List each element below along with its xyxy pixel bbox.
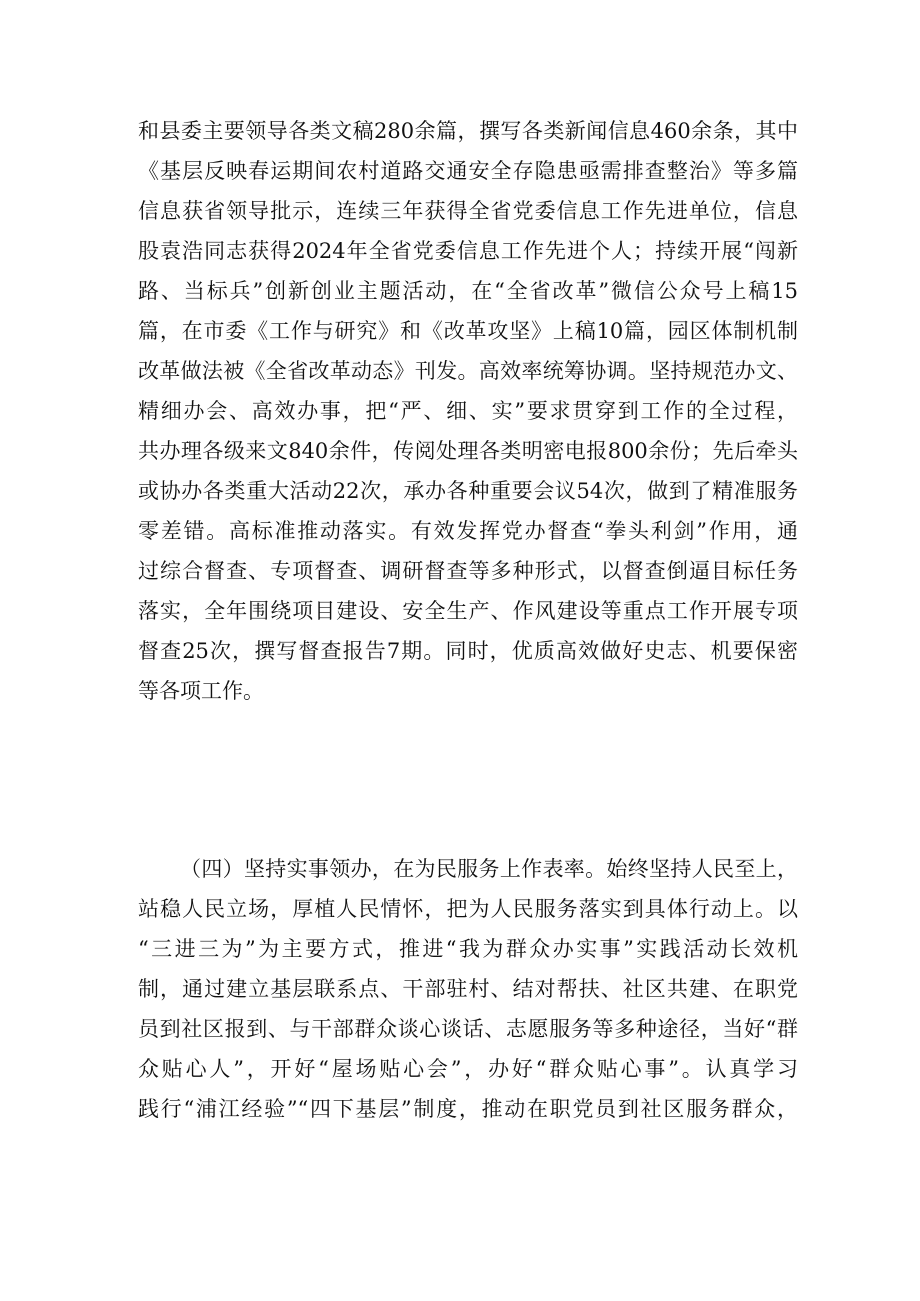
text-line: 和县委主要领导各类文稿280余篇，撰写各类新闻信息460余条，其中 (138, 119, 798, 143)
text-line: 信息获省领导批示，连续三年获得全省党委信息工作先进单位，信息 (138, 199, 798, 223)
text-line: 制，通过建立基层联系点、干部驻村、结对帮扶、社区共建、在职党 (138, 977, 798, 1001)
text-line: 《基层反映春运期间农村道路交通安全存隐患亟需排查整治》等多篇 (138, 159, 798, 183)
text-line: 改革做法被《全省改革动态》刊发。高效率统筹协调。坚持规范办文、 (138, 359, 798, 383)
text-line: 零差错。高标准推动落实。有效发挥党办督查“拳头利剑”作用，通 (138, 519, 798, 543)
text-line: 共办理各级来文840余件，传阅处理各类明密电报800余份；先后牵头 (138, 439, 798, 463)
text-line: 践行“浦江经验”“四下基层”制度，推动在职党员到社区服务群众， (138, 1097, 798, 1121)
text-line: 落实，全年围绕项目建设、安全生产、作风建设等重点工作开展专项 (138, 599, 798, 623)
text-line: 督查25次，撰写督查报告7期。同时，优质高效做好史志、机要保密 (138, 639, 798, 663)
text-line: 等各项工作。 (138, 679, 264, 703)
text-line: 或协办各类重大活动22次，承办各种重要会议54次，做到了精准服务 (138, 479, 798, 503)
text-line: 股袁浩同志获得2024年全省党委信息工作先进个人；持续开展“闯新 (138, 239, 798, 263)
text-line: “三进三为”为主要方式，推进“我为群众办实事”实践活动长效机 (138, 937, 798, 961)
text-line: 过综合督查、专项督查、调研督查等多种形式，以督查倒逼目标任务 (138, 559, 798, 583)
text-line: 路、当标兵”创新创业主题活动，在“全省改革”微信公众号上稿15 (138, 279, 798, 303)
text-line: 精细办会、高效办事，把“严、细、实”要求贯穿到工作的全过程， (138, 399, 798, 423)
section-heading-line: （四）坚持实事领办，在为民服务上作表率。始终坚持人民至上， (180, 857, 798, 881)
text-line: 篇，在市委《工作与研究》和《改革攻坚》上稿10篇，园区体制机制 (138, 319, 798, 343)
paragraph-work-summary (138, 111, 798, 711)
paragraph-section-four (138, 849, 798, 1129)
text-line: 众贴心人”，开好“屋场贴心会”，办好“群众贴心事”。认真学习 (138, 1057, 798, 1081)
text-line: 员到社区报到、与干部群众谈心谈话、志愿服务等多种途径，当好“群 (138, 1017, 798, 1041)
text-line: 站稳人民立场，厚植人民情怀，把为人民服务落实到具体行动上。以 (138, 897, 798, 921)
